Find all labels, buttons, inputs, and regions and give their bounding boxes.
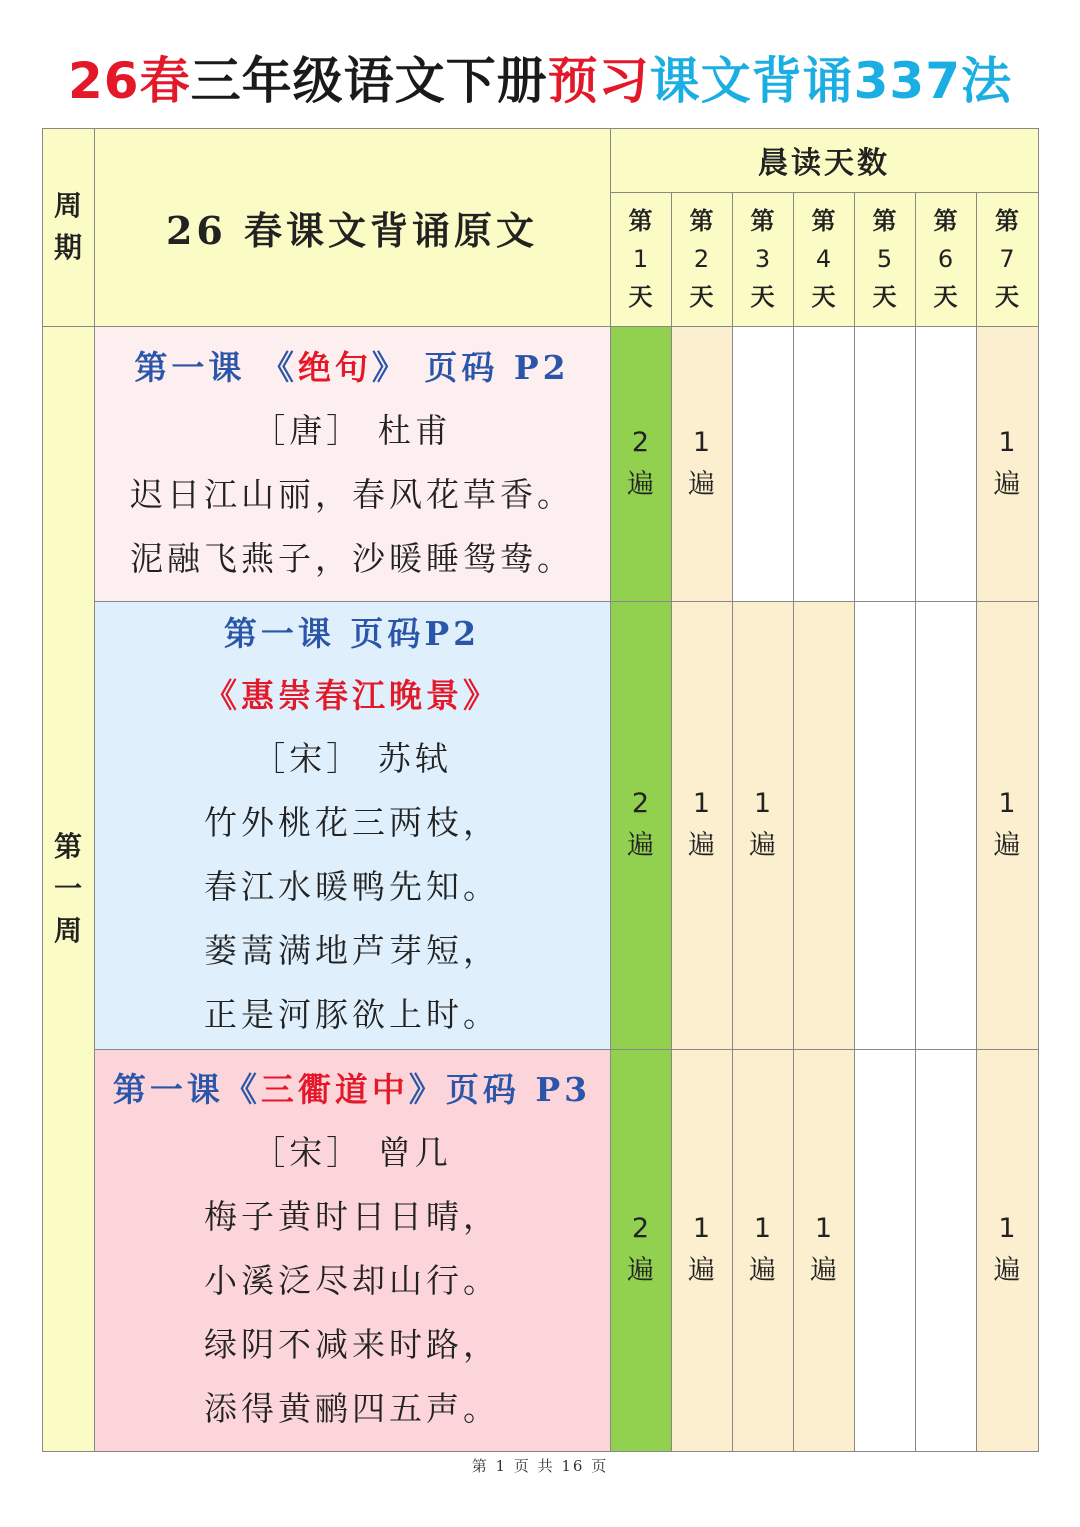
count-unit: 遍 (810, 1255, 837, 1286)
grid-line (610, 128, 611, 1451)
poem-line: 梅子黄时日日晴， (204, 1197, 500, 1236)
grid-line (94, 128, 95, 1451)
days-header-label: 晨读天数 (758, 146, 890, 181)
grid-line (1038, 128, 1039, 1451)
lesson-heading-suffix: 》页码 P3 (408, 1070, 592, 1109)
lesson-3-poem (94, 1049, 610, 1451)
poem-line: 迟日江山丽，春风花草香。 (130, 474, 574, 514)
lesson-1-poem (94, 326, 610, 601)
week-label-char: 一 (53, 871, 82, 905)
day-header-char: 第 (689, 206, 714, 235)
grid-line (42, 128, 43, 1451)
grid-line (94, 601, 1038, 602)
grid-line (854, 192, 855, 1451)
grid-line (42, 1451, 1039, 1452)
count-cell-day-3 (732, 1049, 793, 1451)
count-number: 1 (998, 1213, 1016, 1244)
lesson-heading (134, 337, 569, 399)
day-header-2 (671, 192, 732, 326)
count-cell-day-7 (976, 326, 1038, 601)
grid-line (732, 192, 733, 1451)
day-header-char: 7 (999, 245, 1015, 273)
title-part-4: 课文背诵337法 (649, 52, 1012, 110)
day-header-char: 天 (995, 282, 1019, 311)
day-header-char: 天 (750, 282, 775, 311)
days-header (610, 128, 1038, 192)
count-unit: 遍 (749, 1255, 776, 1286)
day-header-char: 天 (811, 282, 836, 311)
lesson-2-poem (94, 601, 610, 1049)
day-header-6 (915, 192, 976, 326)
poem-line: 蒌蒿满地芦芽短， (204, 931, 500, 970)
day-header-char: 5 (876, 245, 893, 273)
title-part-1: 26春 (68, 52, 191, 110)
week-label (42, 326, 94, 1451)
count-number: 1 (753, 788, 772, 819)
poem-line: 泥融飞燕子，沙暖睡鸳鸯。 (130, 538, 574, 578)
count-cell-day-7 (976, 601, 1038, 1049)
count-number: 2 (631, 426, 650, 458)
day-header-char: 天 (933, 282, 958, 311)
lesson-title: 绝句 (297, 347, 372, 387)
count-cell-day-4 (793, 601, 854, 1049)
page-title (0, 36, 1080, 126)
count-number: 1 (753, 1213, 772, 1244)
poem-line: 春江水暖鸭先知。 (204, 867, 500, 906)
day-header-char: 2 (693, 245, 710, 273)
count-unit: 遍 (993, 468, 1021, 500)
week-label-char: 第 (53, 829, 82, 863)
day-header-3 (732, 192, 793, 326)
grid-line (793, 192, 794, 1451)
count-number: 1 (998, 426, 1016, 458)
count-cell-day-6 (915, 601, 976, 1049)
poem-author: ［唐］ 杜甫 (252, 410, 452, 450)
lesson-heading-suffix: 》 页码 P2 (371, 347, 570, 387)
count-number: 1 (692, 426, 711, 458)
count-cell-day-1 (610, 1049, 671, 1451)
count-cell-day-2 (671, 601, 732, 1049)
poem-line: 竹外桃花三两枝， (204, 803, 500, 842)
lesson-heading-prefix: 第一课 《 (134, 347, 298, 387)
count-unit: 遍 (688, 830, 715, 861)
day-header-5 (854, 192, 915, 326)
count-unit: 遍 (688, 468, 715, 500)
count-cell-day-5 (854, 1049, 915, 1451)
lesson-heading: 第一课 页码P2 (223, 614, 481, 653)
count-number: 1 (814, 1213, 833, 1244)
count-unit: 遍 (627, 468, 654, 500)
lesson-title: 三衢道中 (260, 1070, 409, 1109)
lesson-title: 《惠崇春江晚景》 (204, 676, 500, 715)
day-header-char: 第 (872, 206, 897, 235)
poem-line: 正是河豚欲上时。 (204, 995, 500, 1034)
poem-line: 小溪泛尽却山行。 (204, 1261, 500, 1300)
day-header-char: 6 (937, 245, 954, 273)
count-cell-day-3 (732, 601, 793, 1049)
poem-author: ［宋］ 苏轼 (252, 739, 452, 778)
count-number: 2 (631, 788, 650, 819)
period-header-char: 期 (53, 231, 82, 264)
grid-line (976, 192, 977, 1451)
grid-line (42, 326, 1038, 327)
day-header-char: 第 (933, 206, 958, 235)
count-number: 1 (692, 1213, 711, 1244)
day-header-char: 第 (995, 206, 1019, 235)
main-header (94, 128, 610, 326)
grid-line (94, 1049, 1038, 1050)
period-header-char: 周 (53, 189, 82, 222)
count-cell-day-1 (610, 601, 671, 1049)
count-unit: 遍 (993, 1255, 1021, 1286)
grid-line (610, 192, 1038, 193)
day-header-char: 3 (754, 245, 771, 273)
count-cell-day-6 (915, 326, 976, 601)
count-cell-day-3 (732, 326, 793, 601)
count-cell-day-4 (793, 1049, 854, 1451)
day-header-4 (793, 192, 854, 326)
count-cell-day-5 (854, 601, 915, 1049)
count-cell-day-2 (671, 1049, 732, 1451)
count-cell-day-7 (976, 1049, 1038, 1451)
count-number: 2 (631, 1213, 650, 1244)
grid-line (42, 128, 1038, 129)
count-number: 1 (692, 788, 711, 819)
day-header-char: 第 (750, 206, 775, 235)
day-header-char: 天 (872, 282, 897, 311)
poem-author: ［宋］ 曾几 (252, 1133, 452, 1172)
lesson-heading (113, 1059, 591, 1121)
count-unit: 遍 (749, 830, 776, 861)
week-label-char: 周 (53, 913, 82, 947)
day-header-char: 4 (815, 245, 832, 273)
day-header-char: 天 (689, 282, 714, 311)
count-cell-day-1 (610, 326, 671, 601)
title-part-2: 三年级语文下册 (190, 52, 548, 110)
main-header-label: 26 春课文背诵原文 (165, 207, 539, 253)
count-unit: 遍 (688, 1255, 715, 1286)
title-part-3: 预习 (547, 52, 650, 110)
grid-line (915, 192, 916, 1451)
count-unit: 遍 (993, 830, 1021, 861)
day-header-char: 1 (632, 245, 649, 273)
count-unit: 遍 (627, 830, 654, 861)
count-number: 1 (998, 788, 1016, 819)
day-header-1 (610, 192, 671, 326)
day-header-char: 第 (628, 206, 653, 235)
count-cell-day-5 (854, 326, 915, 601)
day-header-char: 天 (628, 282, 653, 311)
poem-line: 绿阴不减来时路， (204, 1325, 500, 1364)
page-footer: 第 1 页 共 16 页 (471, 1457, 609, 1475)
period-header (42, 128, 94, 326)
day-header-7 (976, 192, 1038, 326)
count-unit: 遍 (627, 1255, 654, 1286)
poem-line: 添得黄鹂四五声。 (204, 1389, 500, 1428)
day-header-char: 第 (811, 206, 836, 235)
count-cell-day-2 (671, 326, 732, 601)
count-cell-day-6 (915, 1049, 976, 1451)
grid-line (671, 192, 672, 1451)
count-cell-day-4 (793, 326, 854, 601)
lesson-heading-prefix: 第一课《 (112, 1070, 261, 1109)
